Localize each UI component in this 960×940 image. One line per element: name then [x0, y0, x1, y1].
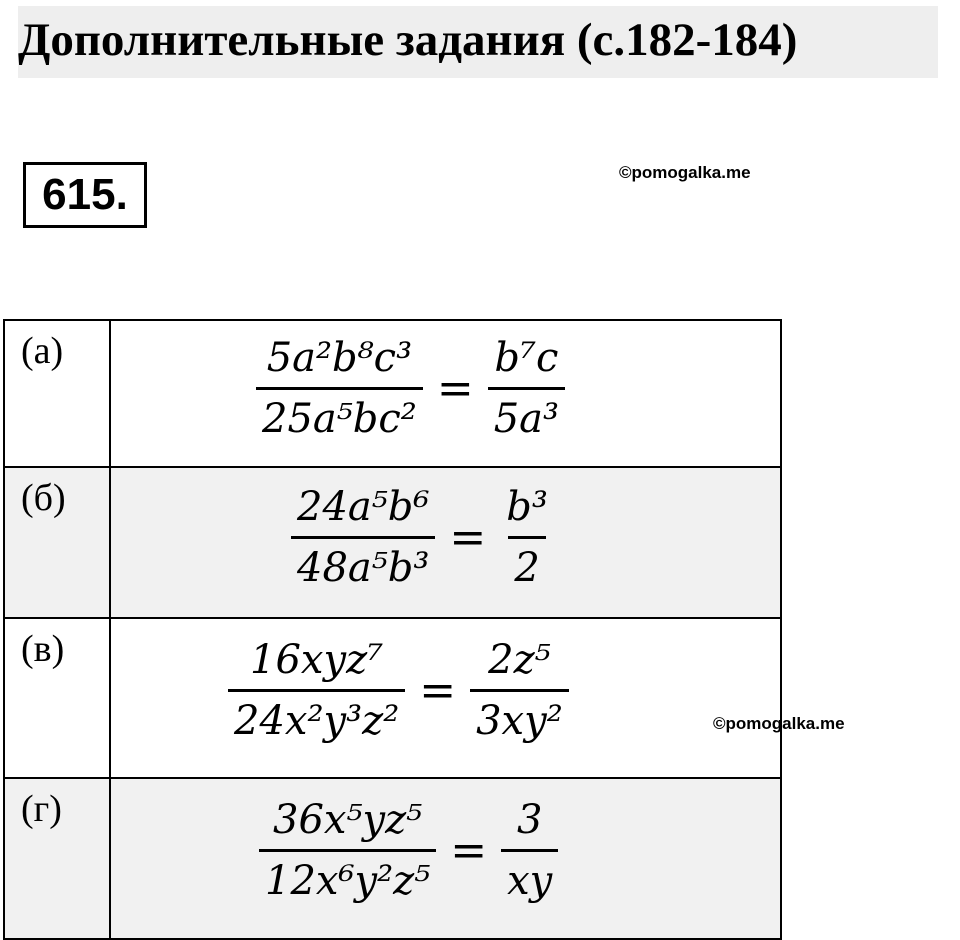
rhs-fraction	[470, 631, 569, 750]
lhs-numerator: 24a⁵b⁶	[297, 484, 430, 530]
rhs-denominator: 5a³	[488, 387, 565, 448]
equals-sign: =	[450, 825, 488, 876]
lhs-denominator: 25a⁵bc²	[256, 387, 423, 448]
watermark-top: ©pomogalka.me	[619, 163, 751, 182]
exercise-number: 615.	[42, 170, 128, 219]
row-label: (б)	[4, 467, 110, 618]
lhs-denominator: 12x⁶y²z⁵	[259, 849, 436, 910]
equation	[291, 478, 554, 597]
lhs-fraction	[259, 791, 436, 910]
rhs-denominator: 3xy²	[470, 689, 569, 750]
exercise-number-box	[23, 162, 147, 228]
equals-sign: =	[436, 363, 474, 414]
answers-table	[3, 319, 782, 940]
lhs-fraction	[291, 478, 435, 597]
rhs-numerator: 2z⁵	[488, 637, 551, 683]
equals-sign: =	[449, 512, 487, 563]
rhs-fraction	[501, 791, 558, 910]
row-label: (а)	[4, 320, 110, 467]
table-row	[4, 778, 781, 939]
lhs-numerator: 36x⁵yz⁵	[273, 797, 423, 843]
rhs-fraction	[500, 478, 554, 597]
table-row	[4, 618, 781, 778]
rhs-denominator: 2	[508, 536, 545, 597]
rhs-denominator: xy	[501, 849, 558, 910]
lhs-denominator: 48a⁵b³	[291, 536, 435, 597]
lhs-fraction	[256, 329, 423, 448]
expression-cell	[110, 618, 781, 778]
expression-cell	[110, 778, 781, 939]
equation	[256, 329, 565, 448]
table-row	[4, 467, 781, 618]
expression-cell	[110, 467, 781, 618]
rhs-numerator: b³	[506, 484, 548, 530]
lhs-numerator: 5a²b⁸c³	[266, 335, 413, 381]
lhs-denominator: 24x²y³z²	[228, 689, 405, 750]
equation	[259, 791, 558, 910]
watermark-bottom: ©pomogalka.me	[713, 714, 845, 733]
expression-cell	[110, 320, 781, 467]
page-title: Дополнительные задания (с.182-184)	[18, 14, 798, 66]
row-label: (г)	[4, 778, 110, 939]
lhs-numerator: 16xyz⁷	[250, 637, 384, 683]
rhs-fraction	[488, 329, 565, 448]
equals-sign: =	[419, 665, 457, 716]
rhs-numerator: 3	[516, 797, 543, 843]
row-label: (в)	[4, 618, 110, 778]
equation	[228, 631, 569, 750]
table-row	[4, 320, 781, 467]
lhs-fraction	[228, 631, 405, 750]
rhs-numerator: b⁷c	[494, 335, 559, 381]
